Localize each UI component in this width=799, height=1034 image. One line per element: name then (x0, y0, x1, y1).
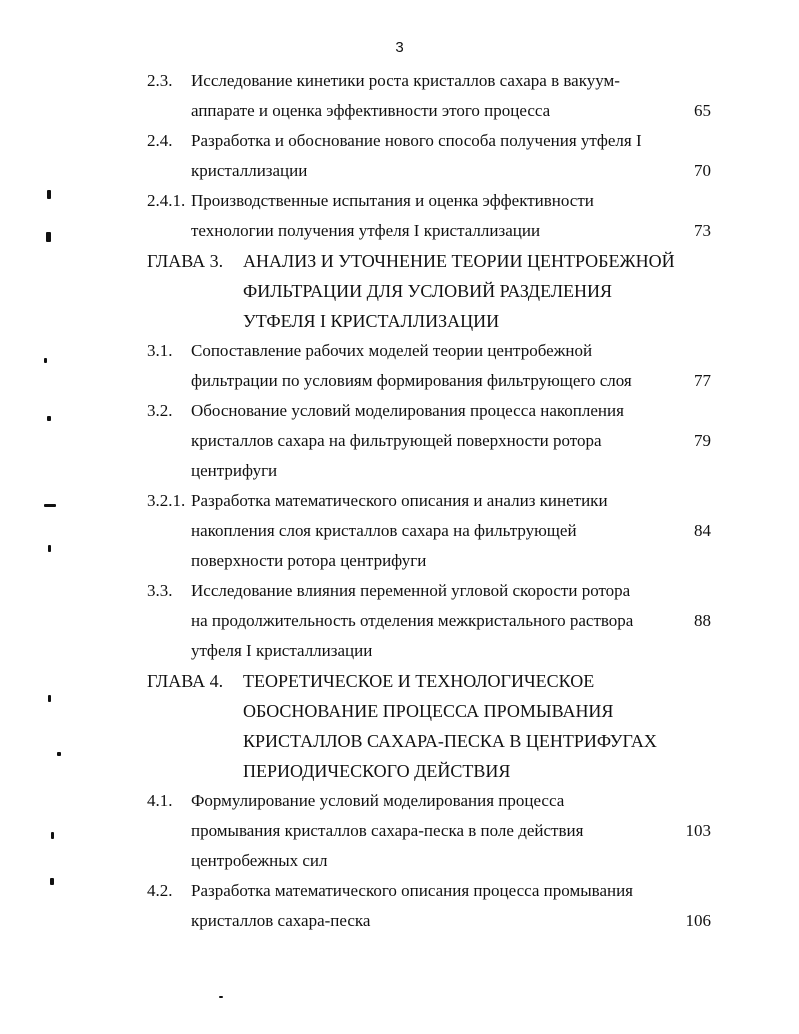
toc-line (0, 366, 799, 396)
toc-title-line: КРИСТАЛЛОВ САХАРА-ПЕСКА В ЦЕНТРИФУГАХ (243, 731, 657, 751)
toc-number: 3.1. (147, 341, 173, 360)
toc-number: 3.3. (147, 581, 173, 600)
toc-title-line: кристаллов сахара на фильтрующей поверхности ротора (191, 431, 602, 450)
toc-page-number: 65 (694, 101, 711, 120)
toc-entry (0, 126, 799, 186)
toc-number: ГЛАВА 4. (147, 671, 224, 691)
toc-title-line: Разработка математического описания и анализ кинетики (191, 491, 608, 510)
toc-line (0, 606, 799, 636)
toc-title-line: центрифуги (191, 461, 278, 480)
toc-line (0, 636, 799, 666)
toc-title-line: АНАЛИЗ И УТОЧНЕНИЕ ТЕОРИИ ЦЕНТРОБЕЖНОЙ (243, 251, 675, 271)
toc-line (0, 696, 799, 726)
toc-entry (0, 876, 799, 936)
toc-line (0, 876, 799, 906)
toc-line (0, 96, 799, 126)
toc-line (0, 816, 799, 846)
toc-number: ГЛАВА 3. (147, 251, 224, 271)
toc-line (0, 216, 799, 246)
toc-title-line: технологии получения утфеля I кристаллизации (191, 221, 541, 240)
toc-line (0, 486, 799, 516)
toc-entry (0, 786, 799, 876)
toc-line (0, 456, 799, 486)
toc-title-line: фильтрации по условиям формирования фильтрующего слоя (191, 371, 632, 390)
toc-number: 3.2.1. (147, 491, 186, 510)
toc-title-line: аппарате и оценка эффективности этого процесса (191, 101, 551, 120)
toc-line (0, 786, 799, 816)
toc-line (0, 336, 799, 366)
toc-title-line: утфеля I кристаллизации (191, 641, 373, 660)
table-of-contents (0, 66, 799, 936)
toc-page-number: 88 (694, 611, 711, 630)
toc-line (0, 306, 799, 336)
toc-page-number: 106 (685, 911, 711, 930)
toc-number: 4.2. (147, 881, 173, 900)
toc-number: 2.4.1. (147, 191, 186, 210)
toc-entry (0, 186, 799, 246)
toc-entry (0, 396, 799, 486)
toc-title-line: кристаллов сахара-песка (191, 911, 371, 930)
toc-page-number: 77 (694, 371, 711, 390)
toc-line (0, 666, 799, 696)
toc-title-line: центробежных сил (191, 851, 328, 870)
toc-title-line: накопления слоя кристаллов сахара на фильтрующей (191, 521, 577, 540)
toc-title-line: ФИЛЬТРАЦИИ ДЛЯ УСЛОВИЙ РАЗДЕЛЕНИЯ (243, 281, 613, 301)
toc-page-number: 73 (694, 221, 711, 240)
toc-entry (0, 576, 799, 666)
toc-line (0, 276, 799, 306)
toc-title-line: Исследование влияния переменной угловой скорости ротора (191, 581, 631, 600)
toc-entry (0, 336, 799, 396)
toc-page-number: 79 (694, 431, 711, 450)
toc-page-number: 70 (694, 161, 711, 180)
toc-number: 3.2. (147, 401, 173, 420)
toc-chapter (0, 666, 799, 786)
toc-line (0, 156, 799, 186)
toc-title-line: поверхности ротора центрифуги (191, 551, 427, 570)
toc-title-line: кристаллизации (191, 161, 308, 180)
toc-line (0, 546, 799, 576)
toc-title-line: Разработка математического описания процесса промывания (191, 881, 633, 900)
toc-title-line: Формулирование условий моделирования процесса (191, 791, 565, 810)
toc-title-line: ОБОСНОВАНИЕ ПРОЦЕССА ПРОМЫВАНИЯ (243, 701, 614, 721)
toc-chapter (0, 246, 799, 336)
toc-page-number: 103 (685, 821, 711, 840)
toc-entry (0, 486, 799, 576)
toc-line (0, 726, 799, 756)
toc-line (0, 756, 799, 786)
toc-title-line: Разработка и обоснование нового способа получения утфеля I (191, 131, 642, 150)
toc-title-line: Исследование кинетики роста кристаллов сахара в вакуум- (191, 71, 620, 90)
page-number: 3 (395, 39, 404, 56)
toc-line (0, 186, 799, 216)
toc-title-line: промывания кристаллов сахара-песка в поле действия (191, 821, 584, 840)
toc-line (0, 576, 799, 606)
toc-entry (0, 66, 799, 126)
toc-number: 2.3. (147, 71, 173, 90)
toc-line (0, 126, 799, 156)
toc-number: 4.1. (147, 791, 173, 810)
toc-number: 2.4. (147, 131, 173, 150)
toc-line (0, 396, 799, 426)
toc-title-line: Сопоставление рабочих моделей теории центробежной (191, 341, 593, 360)
toc-title-line: ПЕРИОДИЧЕСКОГО ДЕЙСТВИЯ (243, 761, 511, 781)
toc-title-line: на продолжительность отделения межкристального раствора (191, 611, 634, 630)
toc-line (0, 516, 799, 546)
toc-title-line: Обоснование условий моделирования процесса накопления (191, 401, 624, 420)
toc-line (0, 66, 799, 96)
toc-line (0, 246, 799, 276)
toc-title-line: ТЕОРЕТИЧЕСКОЕ И ТЕХНОЛОГИЧЕСКОЕ (243, 671, 595, 691)
toc-title-line: УТФЕЛЯ I КРИСТАЛЛИЗАЦИИ (243, 311, 500, 331)
toc-line (0, 426, 799, 456)
toc-line (0, 906, 799, 936)
toc-title-line: Производственные испытания и оценка эффективности (191, 191, 594, 210)
toc-page-number: 84 (694, 521, 711, 540)
toc-line (0, 846, 799, 876)
